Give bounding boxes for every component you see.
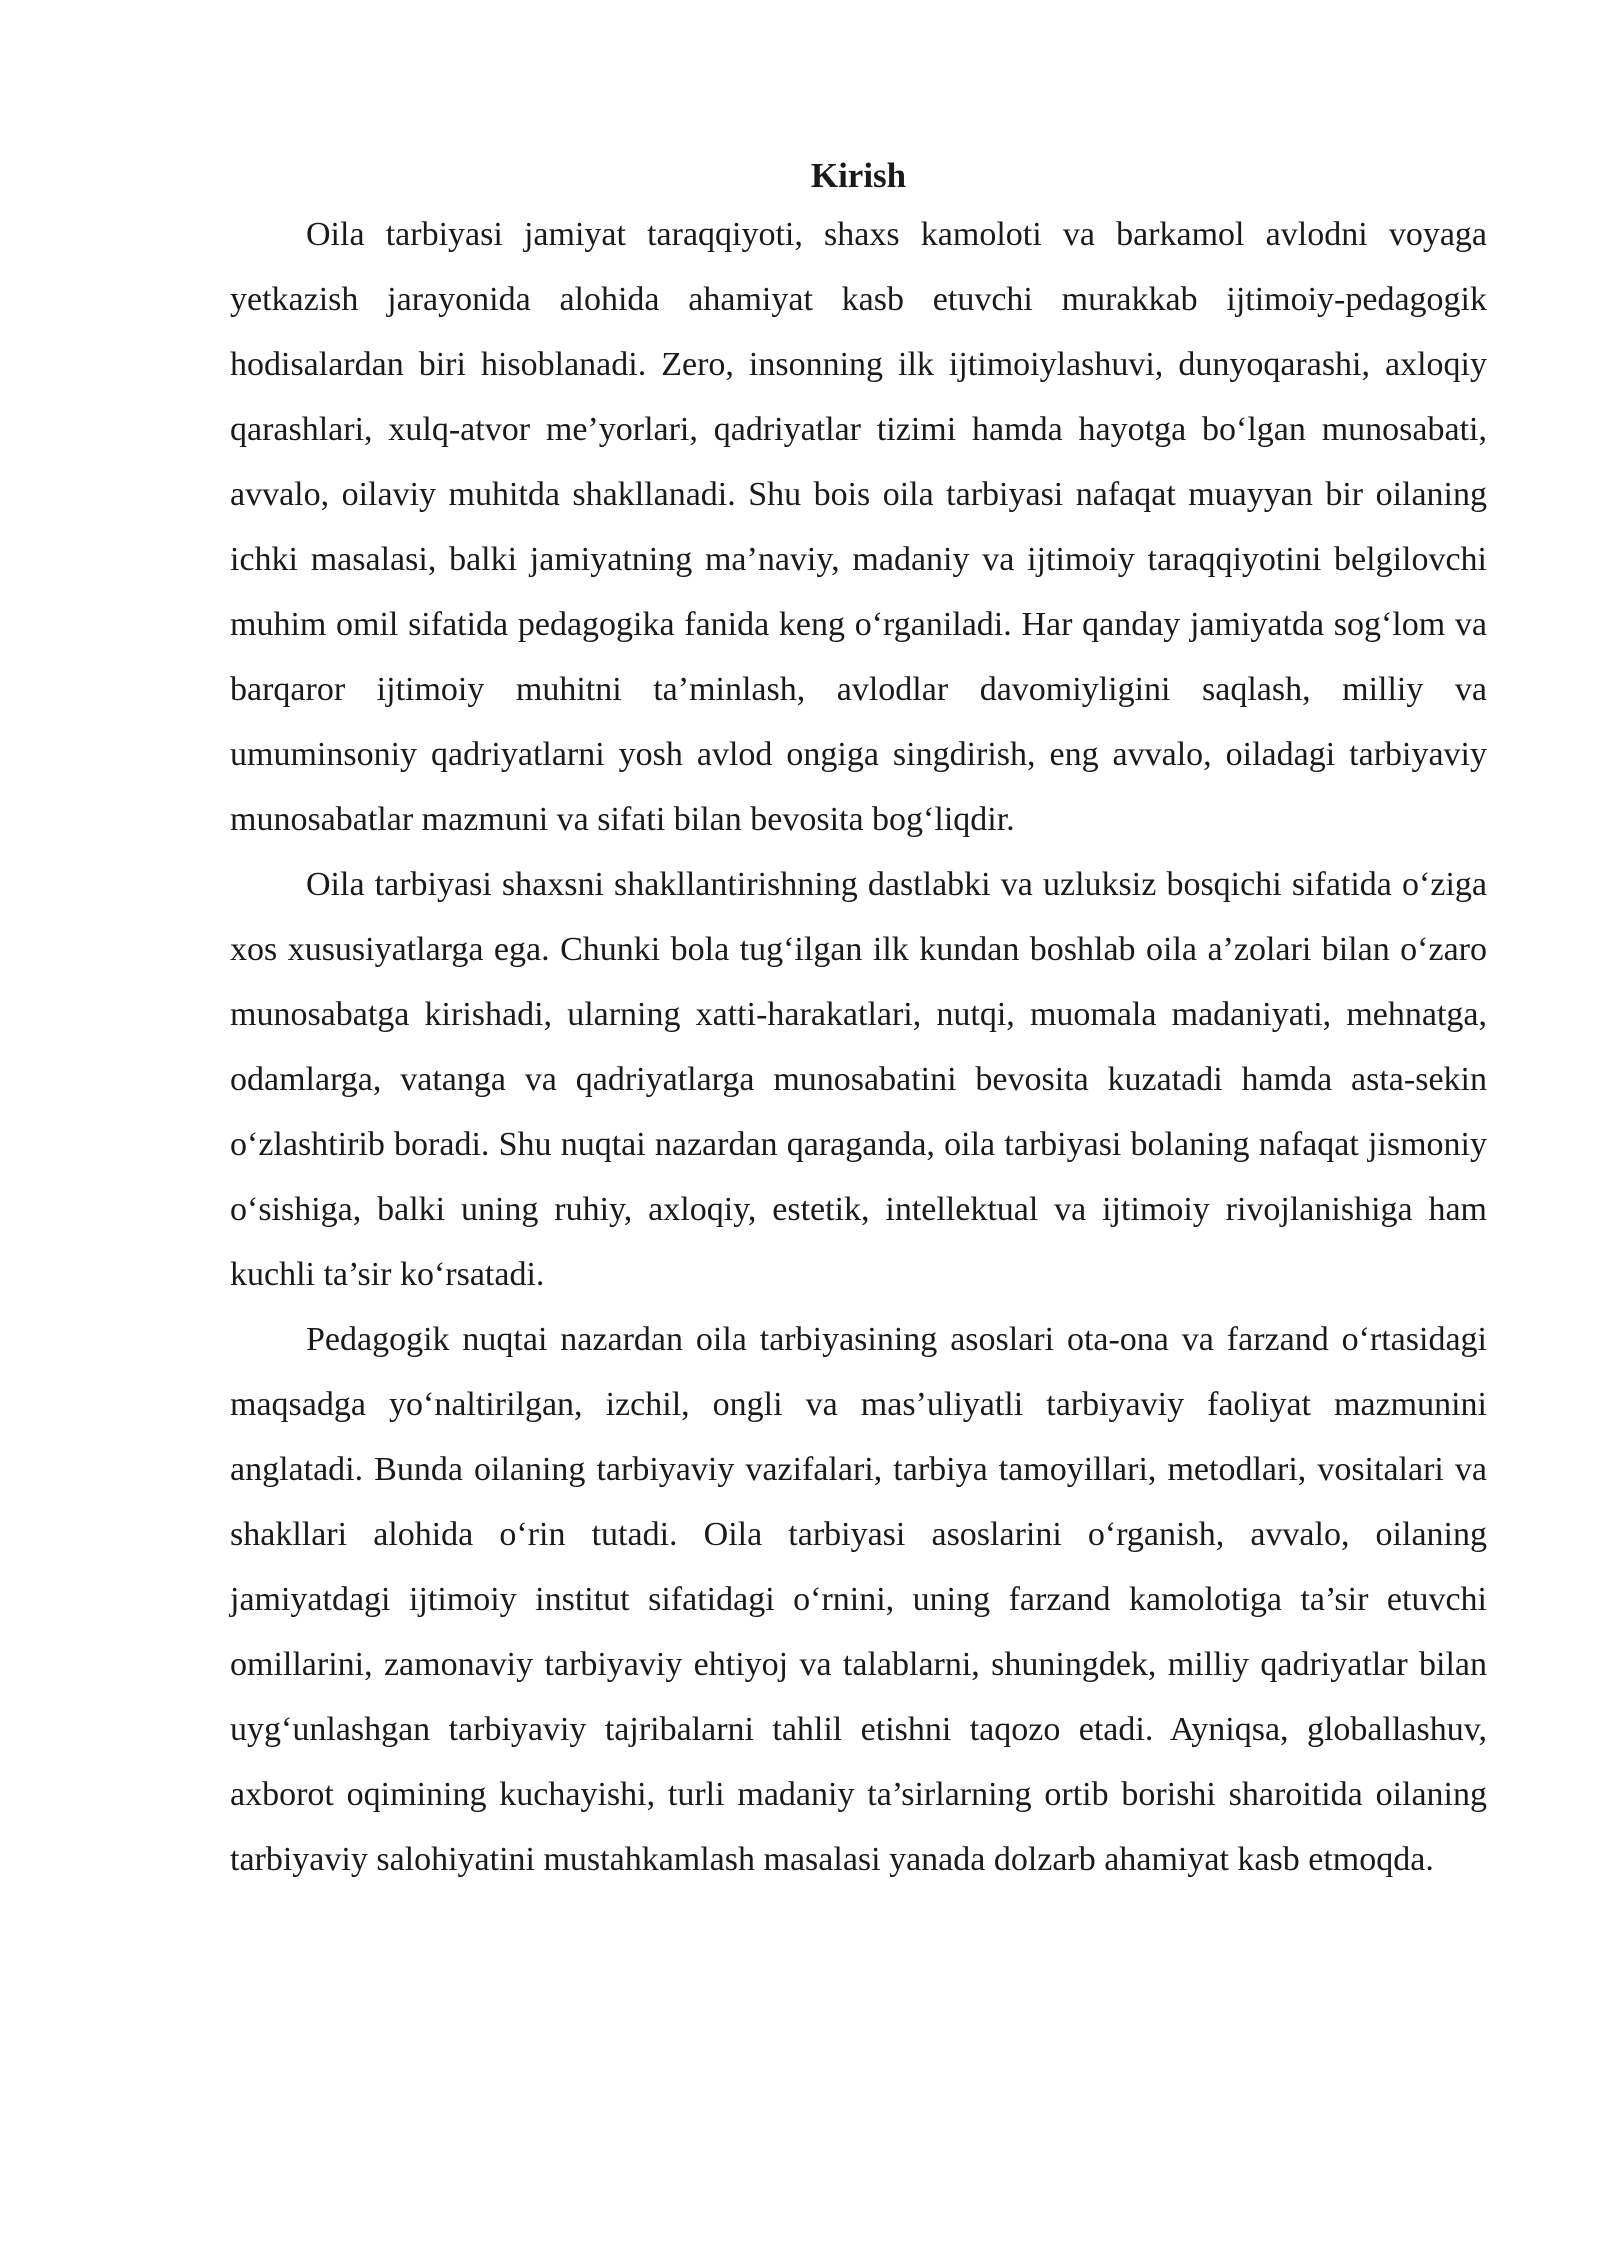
section-title: Kirish — [810, 156, 907, 195]
page-body — [230, 150, 1487, 1892]
paragraph-2: Oila tarbiyasi shaxsni shakllantirishning dastlabki va uzluksiz bosqichi sifatida o‘ziga xos xususiyatlarga ega. Chunki bola tug‘ilgan ilk kundan boshlab oila a’zolari bilan o‘zaro munosabatga kirishadi, ularning xatti-harakatlari, nutqi, muomala madaniyati, mehnatga, odamlarga, vatanga va qadriyatlarga munosabatini bevosita kuzatadi hamda asta-sekin o‘zlashtirib boradi. Shu nuqtai nazardan qaraganda, oila tarbiyasi bolaning nafaqat jismoniy o‘sishiga, balki uning ruhiy, axloqiy, estetik, intellektual va ijtimoiy rivojlanishiga ham kuchli ta’sir ko‘rsatadi. — [230, 866, 1487, 1293]
paragraph-1: Oila tarbiyasi jamiyat taraqqiyoti, shaxs kamoloti va barkamol avlodni voyaga yetkazish jarayonida alohida ahamiyat kasb etuvchi murakkab ijtimoiy-pedagogik hodisalardan biri hisoblanadi. Zero, insonning ilk ijtimoiylashuvi, dunyoqarashi, axloqiy qarashlari, xulq-atvor me’yorlari, qadriyatlar tizimi hamda hayotga bo‘lgan munosabati, avvalo, oilaviy muhitda shakllanadi. Shu bois oila tarbiyasi nafaqat muayyan bir oilaning ichki masalasi, balki jamiyatning ma’naviy, madaniy va ijtimoiy taraqqiyotini belgilovchi muhim omil sifatida pedagogika fanida keng o‘rganiladi. Har qanday jamiyatda sog‘lom va barqaror ijtimoiy muhitni ta’minlash, avlodlar davomiyligini saqlash, milliy va umuminsoniy qadriyatlarni yosh avlod ongiga singdirish, eng avvalo, oiladagi tarbiyaviy munosabatlar mazmuni va sifati bilan bevosita bog‘liqdir. — [230, 216, 1487, 838]
paragraph-3: Pedagogik nuqtai nazardan oila tarbiyasining asoslari ota-ona va farzand o‘rtasidagi maqsadga yo‘naltirilgan, izchil, ongli va mas’uliyatli tarbiyaviy faoliyat mazmunini anglatadi. Bunda oilaning tarbiyaviy vazifalari, tarbiya tamoyillari, metodlari, vositalari va shakllari alohida o‘rin tutadi. Oila tarbiyasi asoslarini o‘rganish, avvalo, oilaning jamiyatdagi ijtimoiy institut sifatidagi o‘rnini, uning farzand kamolotiga ta’sir etuvchi omillarini, zamonaviy tarbiyaviy ehtiyoj va talablarni, shuningdek, milliy qadriyatlar bilan uyg‘unlashgan tarbiyaviy tajribalarni tahlil etishni taqozo etadi. Ayniqsa, globallashuv, axborot oqimining kuchayishi, turli madaniy ta’sirlarning ortib borishi sharoitida oilaning tarbiyaviy salohiyatini mustahkamlash masalasi yanada dolzarb ahamiyat kasb etmoqda. — [230, 1321, 1487, 1878]
